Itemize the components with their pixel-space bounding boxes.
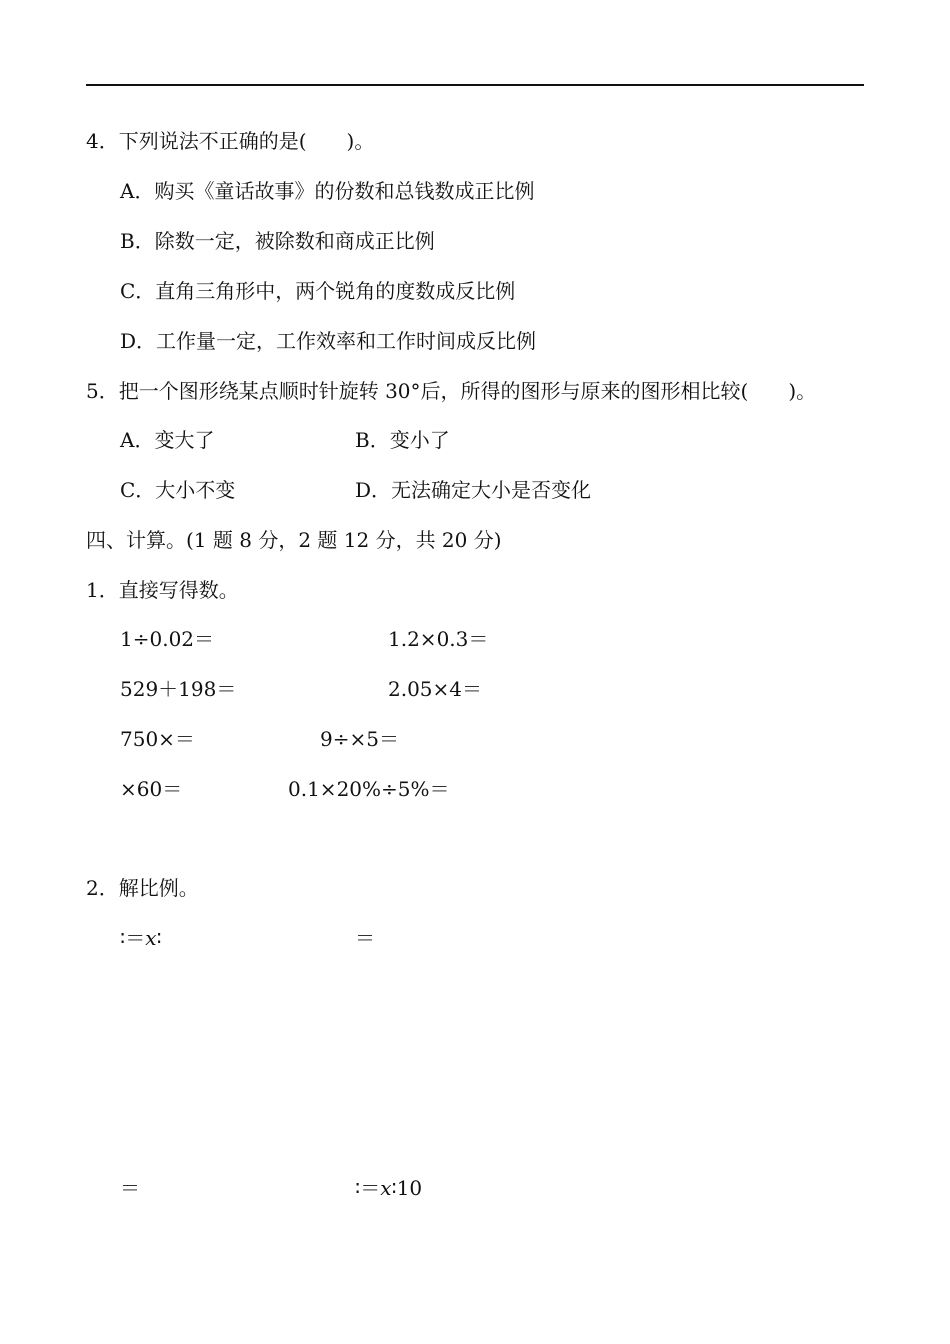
q4-option-c: C．直角三角形中，两个锐角的度数成反比例	[120, 279, 516, 303]
calc-item: 1.2×0.3＝	[388, 627, 489, 651]
proportion-equation	[120, 926, 162, 950]
q5-option-b: B．变小了	[355, 428, 450, 452]
q4-option-a: A．购买《童话故事》的份数和总钱数成正比例	[120, 179, 535, 203]
equation-lhs: ∶＝	[120, 926, 146, 950]
calc-item: 0.1×20%÷5%＝	[288, 777, 450, 801]
header-rule	[86, 84, 864, 86]
q4-option-d: D．工作量一定，工作效率和工作时间成反比例	[120, 329, 537, 353]
calc-item: 2.05×4＝	[388, 677, 483, 701]
equation-rhs: ∶10	[391, 1176, 423, 1200]
q5-option-c: C．大小不变	[120, 478, 236, 502]
q4-option-b: B．除数一定，被除数和商成正比例	[120, 229, 435, 253]
section-title: 四、计算。(1 题 8 分，2 题 12 分，共 20 分)	[86, 528, 502, 552]
calc-item: ×60＝	[120, 777, 183, 801]
calc-item: 9÷×5＝	[320, 727, 399, 751]
proportion-equation: ＝	[355, 926, 375, 950]
q5-option-a: A．变大了	[120, 428, 215, 452]
proportion-equation: ＝	[120, 1176, 140, 1200]
calc-item: 1÷0.02＝	[120, 627, 215, 651]
q5-stem: 5．把一个图形绕某点顺时针旋转 30°后，所得的图形与原来的图形相比较( )。	[86, 379, 817, 403]
unknown-x: x	[380, 1176, 392, 1200]
proportion-equation	[355, 1176, 422, 1200]
calc-item: 529＋198＝	[120, 677, 237, 701]
part2-title: 2．解比例。	[86, 876, 199, 900]
q5-option-d: D．无法确定大小是否变化	[355, 478, 592, 502]
unknown-x: x	[145, 926, 157, 950]
q4-stem: 4．下列说法不正确的是( )。	[86, 129, 375, 153]
equation-lhs: ∶＝	[355, 1176, 381, 1200]
calc-item: 750×＝	[120, 727, 195, 751]
part1-title: 1．直接写得数。	[86, 578, 239, 602]
equation-rhs: ∶	[156, 926, 162, 950]
